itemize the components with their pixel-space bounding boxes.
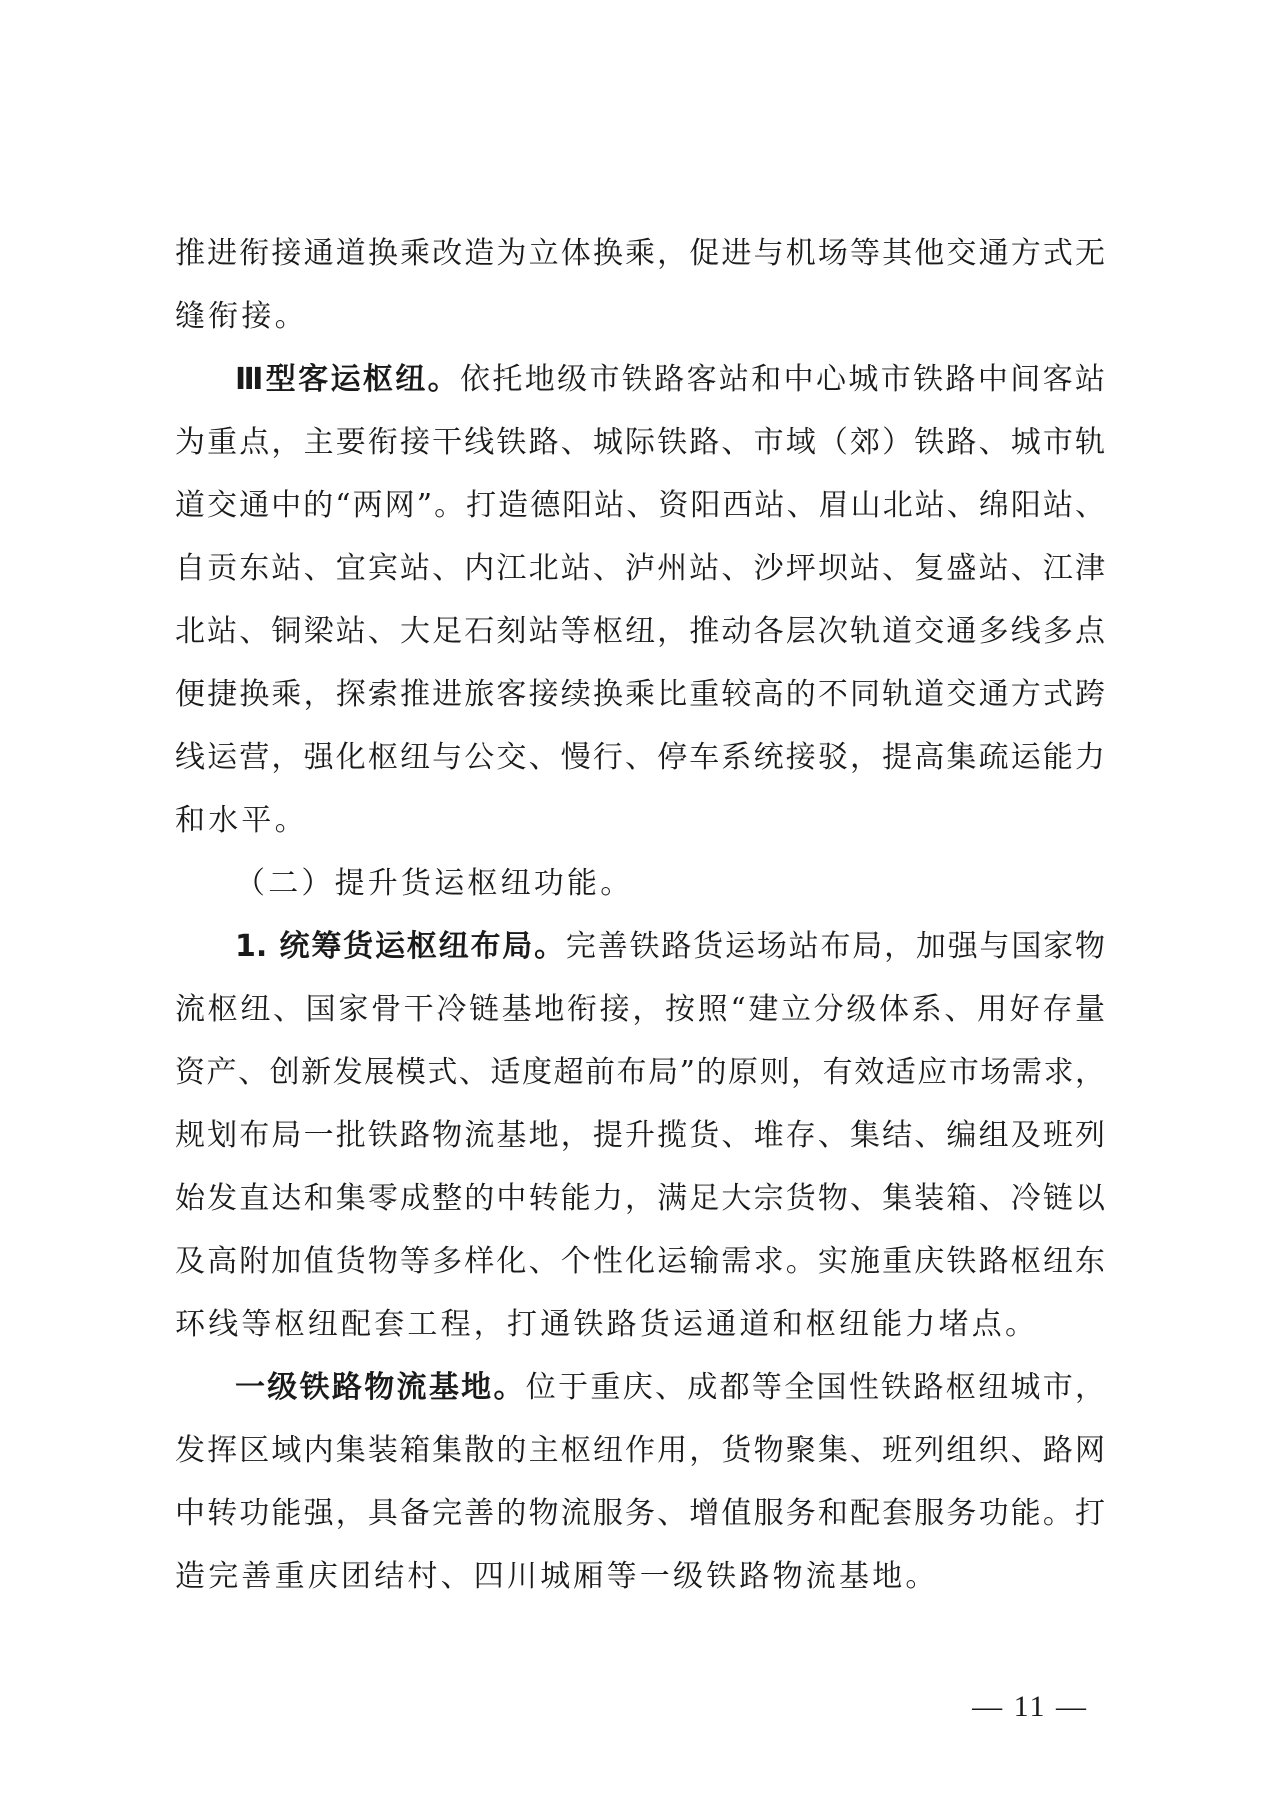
line-text: 规划布局一批铁路物流基地，提升揽货、堆存、集结、编组及班列 xyxy=(175,1118,1105,1153)
text-line xyxy=(175,1167,1105,1230)
text-line xyxy=(175,1545,1105,1608)
line-text: 发挥区域内集装箱集散的主枢纽作用，货物聚集、班列组织、路网 xyxy=(175,1433,1105,1468)
line-text: 及高附加值货物等多样化、个性化运输需求。实施重庆铁路枢纽东 xyxy=(175,1244,1105,1279)
text-line xyxy=(175,1041,1105,1104)
text-line xyxy=(175,852,1105,915)
text-line xyxy=(175,411,1105,474)
line-text: 北站、铜梁站、大足石刻站等枢纽，推动各层次轨道交通多线多点 xyxy=(175,614,1105,649)
line-text: 线运营，强化枢纽与公交、慢行、停车系统接驳，提高集疏运能力 xyxy=(175,740,1105,775)
line-text: 中转功能强，具备完善的物流服务、增值服务和配套服务功能。打 xyxy=(175,1496,1105,1531)
text-line xyxy=(175,285,1105,348)
paragraph xyxy=(175,852,1105,915)
line-text: 位于重庆、成都等全国性铁路枢纽城市， xyxy=(525,1370,1106,1405)
line-text: 流枢纽、国家骨干冷链基地衔接，按照“建立分级体系、用好存量 xyxy=(175,992,1105,1027)
text-line xyxy=(175,1419,1105,1482)
line-text: 完善铁路货运场站布局，加强与国家物 xyxy=(565,929,1106,964)
paragraph xyxy=(175,348,1105,852)
line-text: 依托地级市铁路客站和中心城市铁路中间客站 xyxy=(459,362,1106,397)
paragraph xyxy=(175,222,1105,348)
text-line xyxy=(175,348,1105,411)
text-line xyxy=(175,537,1105,600)
line-text: 缝衔接。 xyxy=(175,299,308,334)
line-text: 和水平。 xyxy=(175,803,308,838)
text-line xyxy=(175,1230,1105,1293)
text-line xyxy=(175,915,1105,978)
paragraph xyxy=(175,915,1105,1356)
bold-heading: 1. 统筹货运枢纽布局。 xyxy=(235,929,566,964)
text-line xyxy=(175,663,1105,726)
text-line xyxy=(175,222,1105,285)
line-text: 为重点，主要衔接干线铁路、城际铁路、市域（郊）铁路、城市轨 xyxy=(175,425,1105,460)
bold-heading: Ⅲ型客运枢纽。 xyxy=(235,362,460,397)
text-line xyxy=(175,1293,1105,1356)
line-text: 道交通中的“两网”。打造德阳站、资阳西站、眉山北站、绵阳站、 xyxy=(175,488,1105,523)
text-line xyxy=(175,726,1105,789)
text-line xyxy=(175,978,1105,1041)
line-text: 造完善重庆团结村、四川城厢等一级铁路物流基地。 xyxy=(175,1559,939,1594)
body-text xyxy=(175,222,1105,1608)
line-text: 便捷换乘，探索推进旅客接续换乘比重较高的不同轨道交通方式跨 xyxy=(175,677,1105,712)
text-line xyxy=(175,1356,1105,1419)
text-line xyxy=(175,789,1105,852)
line-text: 自贡东站、宜宾站、内江北站、泸州站、沙坪坝站、复盛站、江津 xyxy=(175,551,1105,586)
bold-heading: 一级铁路物流基地。 xyxy=(235,1370,526,1405)
line-text: 环线等枢纽配套工程，打通铁路货运通道和枢纽能力堵点。 xyxy=(175,1307,1039,1342)
paragraph xyxy=(175,1356,1105,1608)
text-line xyxy=(175,1104,1105,1167)
line-text: （二）提升货运枢纽功能。 xyxy=(235,866,634,901)
page-number: — 11 — xyxy=(972,1690,1088,1723)
text-line xyxy=(175,474,1105,537)
line-text: 始发直达和集零成整的中转能力，满足大宗货物、集装箱、冷链以 xyxy=(175,1181,1105,1216)
line-text: 资产、创新发展模式、适度超前布局”的原则，有效适应市场需求， xyxy=(175,1055,1105,1090)
text-line xyxy=(175,600,1105,663)
text-line xyxy=(175,1482,1105,1545)
line-text: 推进衔接通道换乘改造为立体换乘，促进与机场等其他交通方式无 xyxy=(175,236,1105,271)
